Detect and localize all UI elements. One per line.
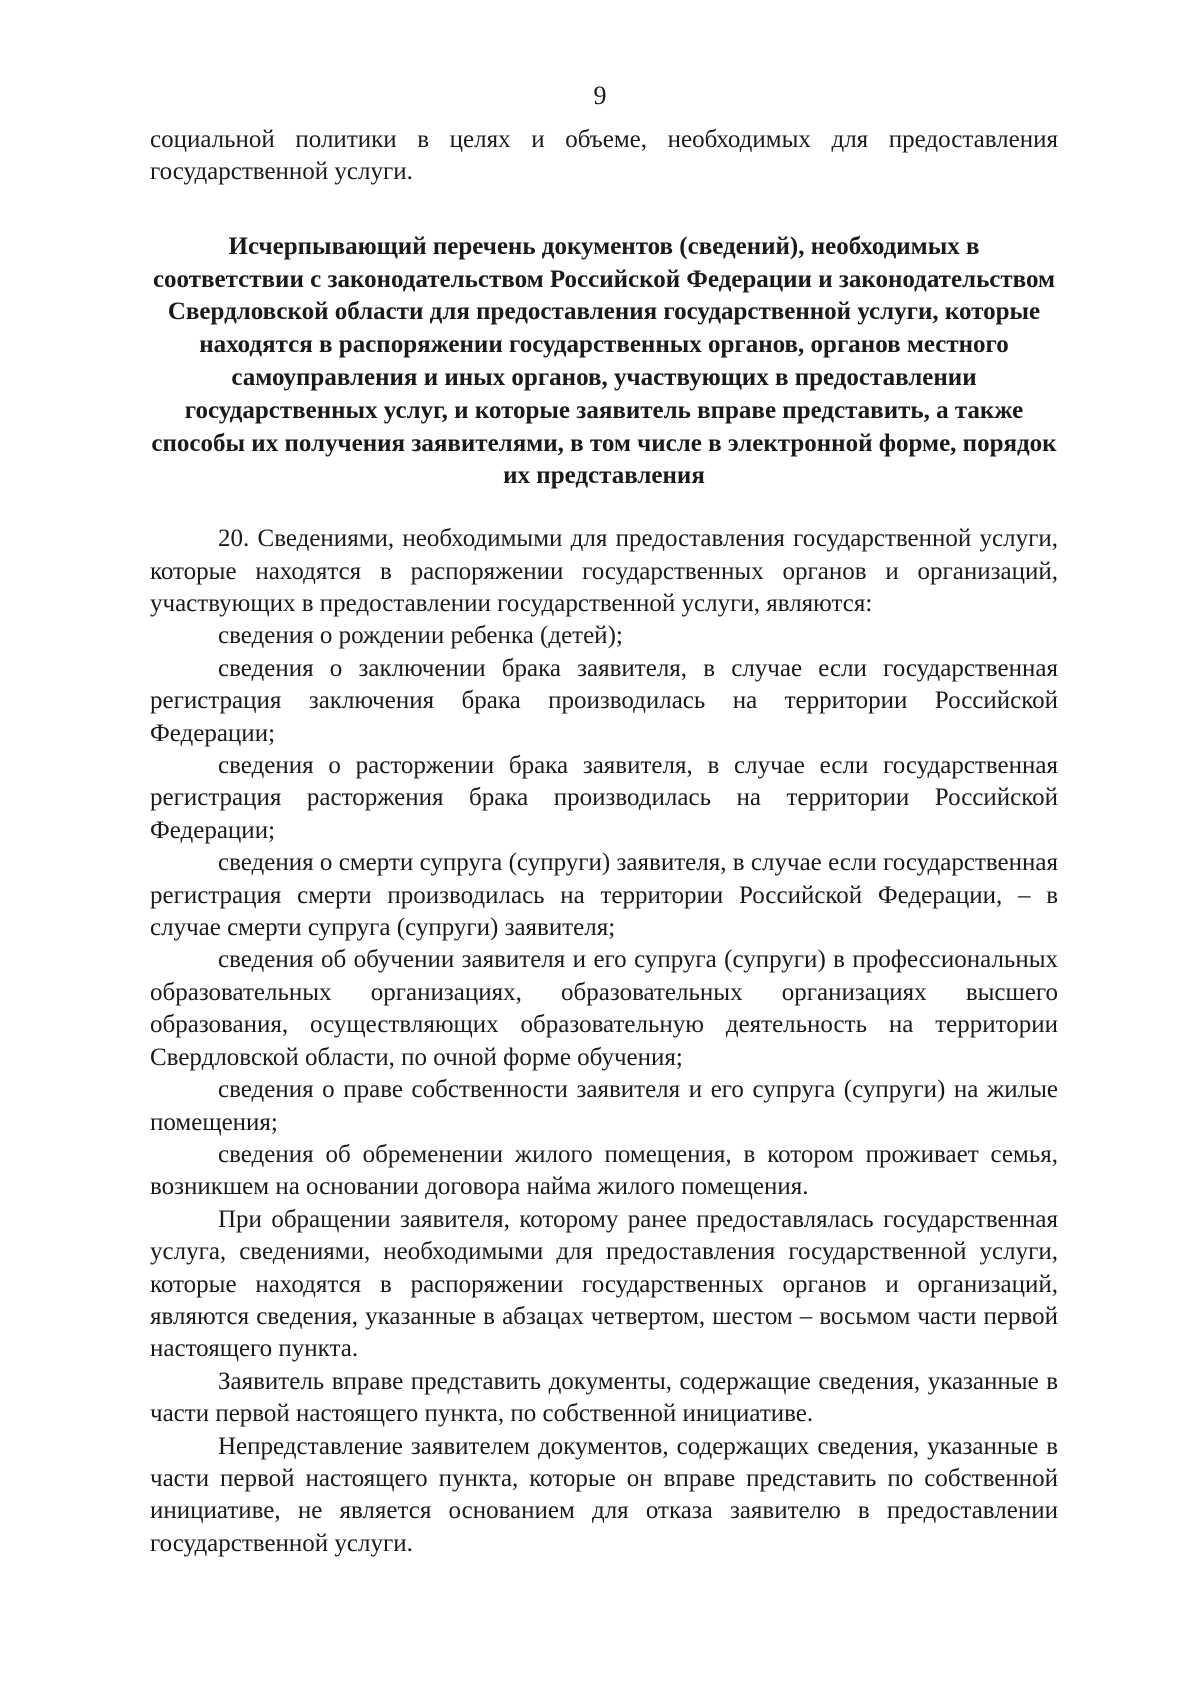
paragraph-marriage-info: сведения о заключении брака заявителя, в случае если государственная регистрация заключения брака производилась на территории Российской Федерации; bbox=[150, 654, 1058, 747]
page-number: 9 bbox=[593, 81, 607, 110]
paragraph-repeat-application: При обращении заявителя, которому ранее предоставлялась государственная услуга, сведениями, необходимыми для предоставления государственной услуги, которые находятся в распоряжении государственных органов и организаций, являются сведения, указанные в абзацах четвертом, шестом – восьмом части первой настоящего пункта. bbox=[150, 1205, 1058, 1363]
paragraph-clause-20: 20. Сведениями, необходимыми для предоставления государственной услуги, которые находятся в распоряжении государственных органов и организаций, участвующих в предоставлении государственной услуги, являются: bbox=[150, 525, 1058, 617]
paragraph-property-info: сведения о праве собственности заявителя и его супруга (супруги) на жилые помещения; bbox=[150, 1076, 1058, 1136]
document-body bbox=[150, 124, 1058, 1560]
paragraph-encumbrance-info: сведения об обременении жилого помещения, в котором проживает семья, возникшем на основании договора найма жилого помещения. bbox=[150, 1140, 1058, 1201]
paragraph-death-info: сведения о смерти супруга (супруги) заявителя, в случае если государственная регистрация смерти производилась на территории Российской Федерации, – в случае смерти супруга (супруги) заявителя; bbox=[150, 849, 1058, 942]
paragraph-education-info: сведения об обучении заявителя и его супруга (супруги) в профессиональных образовательных организациях, образовательных организациях высшего образования, осуществляющих образовательную деятельность на территории Свердловской области, по очной форме обучения; bbox=[150, 946, 1058, 1071]
section-heading: Исчерпывающий перечень документов (сведений), необходимых в соответствии с законодательством Российской Федерации и законодательством Свердловской области для предоставления государственной услуги, которые находятся в распоряжении государственных органов, органов местного самоуправления и иных органов, участвующих в предоставлении государственных услуг, и которые заявитель вправе представить, а также способы их получения заявителями, в том числе в электронной форме, порядок их представления bbox=[151, 232, 1057, 490]
paragraph-non-submission: Непредставление заявителем документов, содержащих сведения, указанные в части первой настоящего пункта, которые он вправе представить по собственной инициативе, не является основанием для отказа заявителю в предоставлении государственной услуги. bbox=[150, 1432, 1058, 1557]
paragraph-birth-info: сведения о рождении ребенка (детей); bbox=[218, 622, 623, 650]
paragraph-own-initiative: Заявитель вправе представить документы, содержащие сведения, указанные в части первой настоящего пункта, по собственной инициативе. bbox=[150, 1367, 1058, 1428]
continuation-paragraph: социальной политики в целях и объеме, необходимых для предоставления государственной услуги. bbox=[150, 126, 1058, 186]
paragraph-divorce-info: сведения о расторжении брака заявителя, в случае если государственная регистрация расторжения брака производилась на территории Российской Федерации; bbox=[150, 752, 1058, 844]
